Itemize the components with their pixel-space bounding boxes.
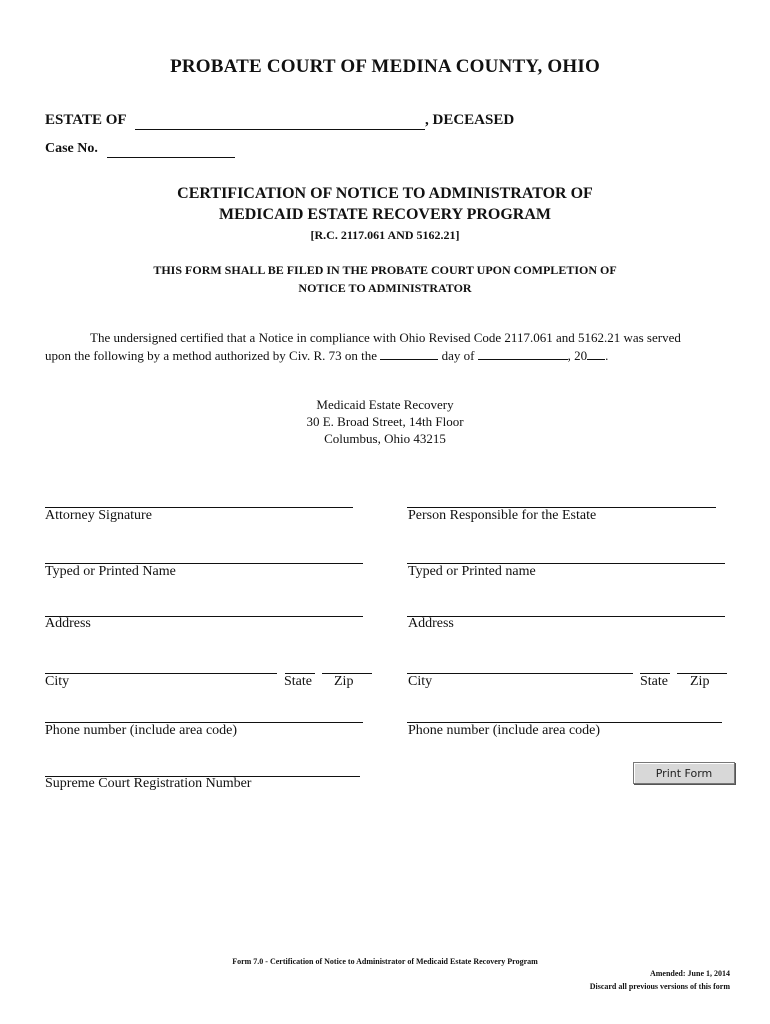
attorney-name-label: Typed or Printed Name [45,564,176,579]
print-form-button[interactable]: Print Form [633,762,735,784]
responsible-zip-field[interactable] [677,655,727,674]
attorney-state-field[interactable] [285,655,315,674]
attorney-phone-field[interactable] [45,704,363,723]
attorney-state-label: State [284,674,312,689]
footer-form-title: Form 7.0 - Certification of Notice to Administrator of Medicaid Estate Recovery Program [232,957,538,966]
responsible-address-label: Address [408,616,454,631]
deceased-label: , DECEASED [425,112,515,128]
served-day-field[interactable] [380,347,438,360]
attorney-zip-field[interactable] [322,655,372,674]
responsible-signature-field[interactable] [407,489,716,508]
responsible-address-field[interactable] [407,598,725,617]
year-prefix-text: , 20 [567,348,588,363]
case-no-label: Case No. [45,141,98,156]
statute-reference: [R.C. 2117.061 AND 5162.21] [310,228,460,242]
registration-number-field[interactable] [45,758,360,777]
footer-discard-notice: Discard all previous versions of this form [589,982,730,991]
period-text: . [605,348,609,363]
responsible-phone-field[interactable] [407,704,722,723]
certification-text-line1: The undersigned certified that a Notice in compliance with Ohio Revised Code 2117.061 and 5162.21 was served [90,330,681,345]
responsible-signature-label: Person Responsible for the Estate [408,508,597,523]
responsible-name-label: Typed or Printed name [408,564,536,579]
attorney-name-field[interactable] [45,545,363,564]
attorney-signature-label: Attorney Signature [45,508,152,523]
footer-amended-date: Amended: June 1, 2014 [649,969,730,978]
case-no-field[interactable] [107,139,235,158]
responsible-state-field[interactable] [640,655,670,674]
attorney-zip-label: Zip [334,674,354,689]
attorney-address-label: Address [45,616,91,631]
responsible-city-label: City [408,674,433,689]
form-title-line2: MEDICAID ESTATE RECOVERY PROGRAM [218,206,552,223]
responsible-state-label: State [640,674,668,689]
recipient-city: Columbus, Ohio 43215 [324,431,446,446]
form-title-line1: CERTIFICATION OF NOTICE TO ADMINISTRATOR OF [177,185,593,202]
instruction-line2: NOTICE TO ADMINISTRATOR [298,281,472,295]
registration-number-label: Supreme Court Registration Number [45,776,252,791]
responsible-name-field[interactable] [407,545,725,564]
court-title: PROBATE COURT OF MEDINA COUNTY, OHIO [170,56,600,77]
served-year-field[interactable] [587,347,605,360]
responsible-city-field[interactable] [407,655,633,674]
certification-text-line2 [45,347,608,364]
attorney-phone-label: Phone number (include area code) [45,723,238,738]
attorney-city-field[interactable] [45,655,277,674]
served-month-field[interactable] [478,347,568,360]
estate-name-field[interactable] [135,111,425,130]
instruction-line1: THIS FORM SHALL BE FILED IN THE PROBATE COURT UPON COMPLETION OF [153,263,617,277]
responsible-phone-label: Phone number (include area code) [408,723,601,738]
day-of-text: day of [441,348,475,363]
estate-of-label: ESTATE OF [45,112,127,128]
recipient-street: 30 E. Broad Street, 14th Floor [306,414,464,429]
recipient-name: Medicaid Estate Recovery [316,397,454,412]
attorney-address-field[interactable] [45,598,363,617]
served-on-text: upon the following by a method authorized by Civ. R. 73 on the [45,348,378,363]
attorney-signature-field[interactable] [45,489,353,508]
responsible-zip-label: Zip [690,674,710,689]
attorney-city-label: City [45,674,70,689]
